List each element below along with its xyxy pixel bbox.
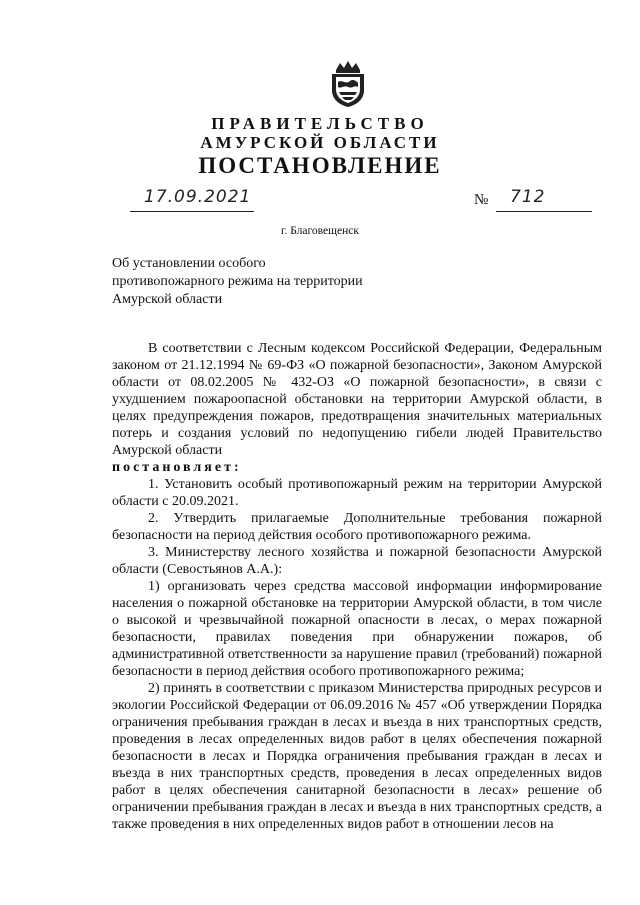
- document-number-label: №: [474, 192, 489, 208]
- document-number-field: [496, 189, 592, 212]
- document-body: [112, 340, 602, 833]
- document-city: г. Благовещенск: [281, 225, 359, 237]
- document-number: 712: [510, 187, 546, 207]
- body-item-1: 1. Установить особый противопожарный режим на территории Амурской области с 20.09.2021.: [112, 477, 602, 509]
- org-name-line-1: ПРАВИТЕЛЬСТВО: [211, 114, 429, 133]
- org-name-line-2: АМУРСКОЙ ОБЛАСТИ: [200, 133, 440, 152]
- body-item-3: 3. Министерству лесного хозяйства и пожарной безопасности Амурской области (Севостьянов А.А.):: [112, 545, 602, 577]
- body-item-3-2: 2) принять в соответствии с приказом Министерства природных ресурсов и экологии Российской Федерации от 06.09.2016 № 457 «Об утверждении Порядка ограничения пребывания граждан в лесах и въезда в них транспортных средств, проведения в лесах определенных видов работ в целях обеспечения пожарной безопасности в лесах и Порядка ограничения пребывания граждан в лесах и въезда в них транспортных средств, проведения в лесах определенных видов работ в целях обеспечения санитарной безопасности в лесах» решение об ограничении пребывания граждан в лесах и въезда в них транспортных средств, а также проведения в них определенных видов работ в отношении лесов на: [112, 681, 602, 832]
- body-item-2: 2. Утвердить прилагаемые Дополнительные требования пожарной безопасности на период действия особого противопожарного режима.: [112, 511, 602, 543]
- preamble-paragraph: В соответствии с Лесным кодексом Российской Федерации, Федеральным законом от 21.12.1994 № 69-ФЗ «О пожарной безопасности», Законом Амурской области от 08.02.2005 № 432-ОЗ «О пожарной безопасности», в связи с ухудшением пожароопасной обстановки на территории Амурской области, в целях предупреждения пожаров, предотвращения значительных материальных потерь и создания условий по недопущению гибели людей Правительство Амурской области: [112, 341, 602, 458]
- decree-word: постановляет:: [112, 460, 242, 475]
- document-type-title: ПОСТАНОВЛЕНИЕ: [198, 153, 442, 178]
- document-subject: Об установлении особого противопожарного режима на территории Амурской области: [112, 256, 363, 307]
- document-date-field: [130, 189, 254, 212]
- amur-region-coat-of-arms-icon: [328, 60, 368, 108]
- document-date: 17.09.2021: [144, 187, 252, 207]
- body-item-3-1: 1) организовать через средства массовой информации информирование населения о пожарной обстановке на территории Амурской области, в том числе о высокой и чрезвычайной пожарной опасности в лесах, о мерах пожарной безопасности, правилах поведения при обнаружении пожаров, об административной ответственности за нарушение правил (требований) пожарной безопасности в период действия особого противопожарного режима;: [112, 579, 602, 679]
- decree-paragraph: [112, 459, 602, 476]
